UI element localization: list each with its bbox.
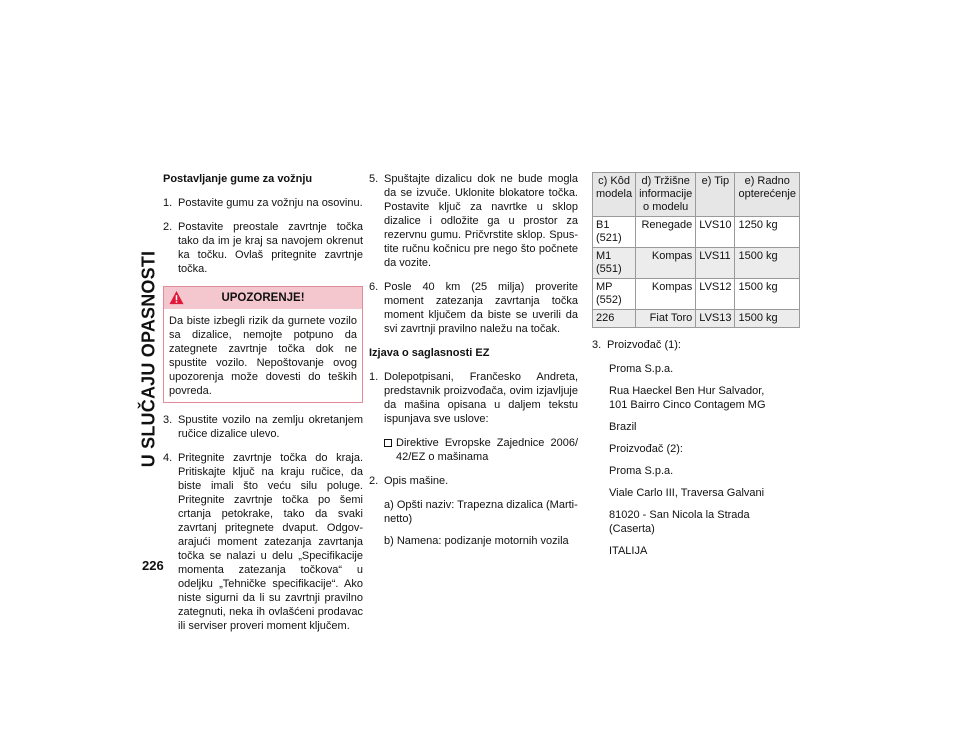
table-cell: B1 (521) [593,217,636,248]
warning-header [164,287,362,309]
table-cell: LVS13 [696,310,735,328]
section-heading-declaration: Izjava o saglasnosti EZ [369,347,490,359]
manufacturer-line: Proizvođač (2): [609,443,683,455]
table-cell: LVS12 [696,279,735,310]
column-header: c) Kôd modela [593,173,636,217]
column-right [592,172,796,566]
step-item [163,220,363,276]
table-cell: Kompas [636,279,696,310]
step-number: 1. [369,371,379,383]
step-number: 6. [369,281,379,293]
table-row [593,279,800,310]
table-cell: 1500 kg [735,248,799,279]
step-item [163,413,363,441]
table-cell: Renegade [636,217,696,248]
warning-box [163,286,363,403]
table-cell: LVS10 [696,217,735,248]
table-header-row [593,173,800,217]
step-item [369,280,578,336]
table-row [593,217,800,248]
step-number: 5. [369,173,379,185]
step-text: Spuštajte dizalicu dok ne bude mogla da se izvuče. Uklonite blokatore točka. Postavite ključ za navrtke u sklop dizalice i odložite ga u prostor za rezervnu gumu. Pričvrstite sklop. Spustite ručnu kočnicu pre nego što počnete da vozite. [384,173,578,269]
manufacturer-line: Proma S.p.a. [609,363,674,375]
section-side-tab [136,166,162,552]
manufacturer-line: 81020 - San Nicola la Strada (Caserta) [609,509,750,535]
directive-text: Direktive Evropske Zajednice 2006/ 42/EZ o mašinama [396,437,578,463]
table-cell: 226 [593,310,636,328]
manufacturer-line: Brazil [609,421,637,433]
step-text: Posle 40 km (25 milja) proverite moment zatezanja zavrtanja točka moment ključem da biste se uverili da svi zavrtnji pravilno naležu na točak. [384,281,578,335]
column-header: e) Radno opterećenje [735,173,799,217]
declaration-item [592,338,770,352]
manufacturer-line: ITALIJA [609,545,648,557]
table-row [593,248,800,279]
model-spec-table [592,172,800,328]
directive-item [369,436,578,464]
manufacturer-line: Rua Haeckel Ben Hur Salvador, 101 Bairro Cinco Contagem MG [609,385,766,411]
table-cell: LVS11 [696,248,735,279]
step-item [163,451,363,633]
section-heading-mounting: Postavljanje gume za vožnju [163,173,313,185]
table-cell: MP (552) [593,279,636,310]
step-number: 2. [163,221,173,233]
step-number: 2. [369,475,379,487]
declaration-item [369,370,578,426]
step-item [163,196,363,210]
manufacturer-line: Viale Carlo III, Traversa Galvani [609,487,765,499]
table-cell: 1500 kg [735,310,799,328]
square-bullet-icon [384,439,392,447]
step-text: Spustite vozilo na zemlju okretanjem ručice dizalice ulevo. [178,414,363,440]
table-cell: M1 (551) [593,248,636,279]
table-cell: Kompas [636,248,696,279]
step-number: 3. [163,414,173,426]
step-item [369,172,578,270]
declaration-item [369,474,578,488]
step-text: Postavite gumu za vožnju na osovinu. [178,197,363,209]
table-row [593,310,800,328]
warning-triangle-icon [169,290,184,305]
table-cell: Fiat Toro [636,310,696,328]
step-number: 4. [163,452,173,464]
warning-body: Da biste izbegli rizik da gurnete vozilo sa dizalice, nemojte potpuno da zategnete zavrtnje točka dok ne spustite vozilo. Nepoštovanje ovog upozorenja može dovesti do teških povreda. [169,315,357,397]
page-number: 226 [142,558,164,573]
step-text: Postavite preostale zavrtnje točka tako da im je kraj sa navojem okrenut ka točku. Ovlaš pritegnite zavrtnje točka. [178,221,363,275]
column-left [163,172,363,643]
table-cell: 1250 kg [735,217,799,248]
machine-purpose: b) Namena: podizanje motornih vozila [384,535,569,547]
step-text: Proizvođač (1): [607,339,681,351]
step-text: Opis mašine. [384,475,449,487]
step-number: 3. [592,339,602,351]
column-header: d) Tržišne informacije o modelu [636,173,696,217]
column-middle [369,172,578,556]
manufacturer-line: Proma S.p.a. [609,465,674,477]
table-cell: 1500 kg [735,279,799,310]
column-header: e) Tip [696,173,735,217]
machine-general-name: a) Opšti naziv: Trapezna dizalica (Martinetto) [384,499,578,525]
step-number: 1. [163,197,173,209]
section-side-tab-label: U SLUČAJU OPASNOSTI [138,250,159,468]
step-text: Dolepotpisani, Frančesko Andreta, predstavnik proizvođača, ovim izjavljuje da mašina opisana u daljem tekstu ispunjava sve uslove: [384,371,578,425]
warning-title: UPOZORENJE! [221,292,305,304]
step-text: Pritegnite zavrtnje točka do kraja. Pritiskajte ključ na kraju ručice, da biste imali što veću silu poluge. Pritegnite zavrtnje točka po šemi crtanja petokrake, tako da svaki zavrtanj pritegnete dvaput. Odgovarajući moment zatezanja zavrtanja točka se nalazi u delu „Specifikacije momenta zatezanja točkova“ u odeljku „Tehničke specifikacije“. Ako niste sigurni da li su zavrtnji pravilno zategnuti, neka ih ovlašćeni prodavac ili serviser proveri moment ključem. [178,452,363,632]
